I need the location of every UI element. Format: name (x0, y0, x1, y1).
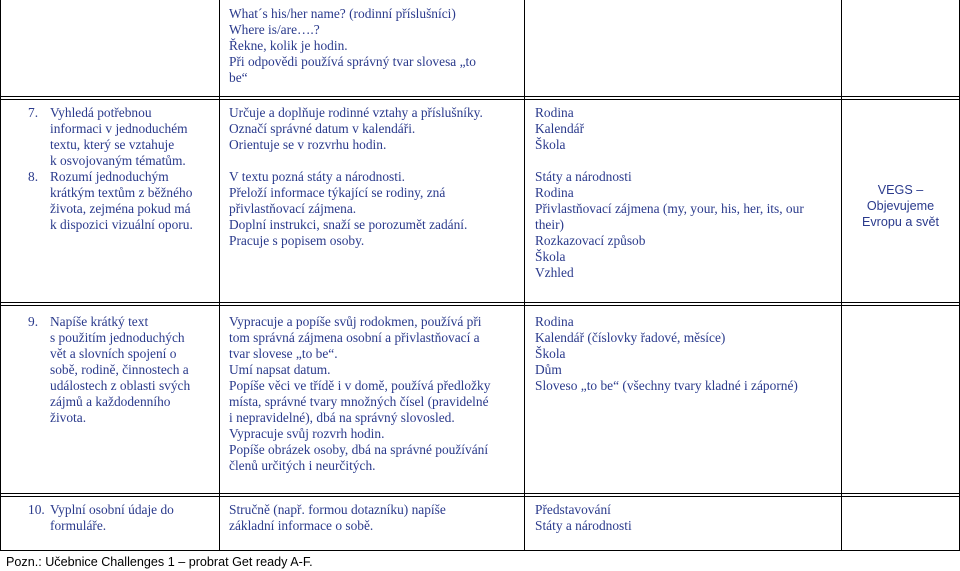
row3-outcomes (28, 502, 216, 534)
grid-line (0, 0, 1, 551)
outcome-line: vět a slovních spojení o (50, 346, 177, 361)
top-line: Řekne, kolik je hodin. (229, 38, 348, 53)
topic-line (535, 153, 839, 169)
topic-line: Škola (535, 346, 566, 361)
outcome-line: s použitím jednoduchých (50, 330, 185, 345)
outcome-item: 7. Vyhledá potřebnou (28, 105, 152, 120)
grid-line (524, 0, 525, 551)
topic-line: Vzhled (535, 265, 574, 280)
activity-line: místa, správné tvary množných čísel (pravidelné (229, 394, 489, 409)
activity-line (229, 153, 521, 169)
note-line: VEGS – (877, 183, 924, 197)
outcome-line: života, zejména pokud má (50, 201, 191, 216)
activity-line: Popíše obrázek osoby, dbá na správné používání (229, 442, 489, 457)
activity-line: Stručně (např. formou dotazníku) napíše (229, 502, 446, 517)
row1-topics (535, 105, 839, 281)
topic-line: Přivlastňovací zájmena (my, your, his, her, its, our (535, 201, 804, 216)
grid-line (0, 302, 960, 303)
topic-line: Rodina (535, 105, 574, 120)
top-line: be“ (229, 70, 248, 85)
activity-line: Orientuje se v rozvrhu hodin. (229, 137, 387, 152)
grid-line (0, 96, 960, 97)
grid-line (0, 99, 960, 100)
row2-topics (535, 314, 839, 394)
outcome-number: 8. (28, 169, 39, 184)
outcome-item: 8. Rozumí jednoduchým (28, 169, 169, 184)
activity-line: Popíše věci ve třídě i v domě, používá předložky (229, 378, 491, 393)
activity-line: tvar slovese „to be“. (229, 346, 338, 361)
top-line: Where is/are….? (229, 22, 320, 37)
grid-line (0, 550, 960, 551)
topic-line: Představování (535, 502, 611, 517)
topic-line: Sloveso „to be“ (všechny tvary kladné i záporné) (535, 378, 798, 393)
outcome-item: 9. Napíše krátký text (28, 314, 149, 329)
activity-line: Doplní instrukci, snaží se porozumět zadání. (229, 217, 468, 232)
outcome-line: krátkým textům z běžného (50, 185, 193, 200)
grid-line (0, 493, 960, 494)
topic-line: Škola (535, 137, 566, 152)
outcome-line: událostech z oblasti svých (50, 378, 191, 393)
row3-activities (229, 502, 521, 534)
grid-line (219, 0, 220, 551)
row3-topics (535, 502, 839, 534)
outcome-number: 10. (28, 502, 45, 517)
topic-line: their) (535, 217, 564, 232)
row2-activities (229, 314, 521, 474)
grid-line (841, 0, 842, 551)
top-cell-text (229, 6, 519, 86)
row1-outcomes (28, 105, 216, 233)
activity-line: V textu pozná státy a národnosti. (229, 169, 406, 184)
topic-line: Dům (535, 362, 562, 377)
activity-line: tom správná zájmena osobní a přivlastňovací a (229, 330, 480, 345)
note-line: Objevujeme (866, 199, 935, 213)
topic-line: Kalendář (535, 121, 585, 136)
outcome-line: sobě, rodině, činnostech a (50, 362, 189, 377)
outcome-line: k osvojovaným tématům. (50, 153, 186, 168)
outcome-line: života. (50, 410, 87, 425)
topic-line: Rodina (535, 185, 574, 200)
topic-line: Státy a národnosti (535, 518, 632, 533)
note-line: Evropu a svět (861, 215, 939, 229)
top-line: What´s his/her name? (rodinní příslušníci) (229, 6, 456, 21)
activity-line: základní informace o sobě. (229, 518, 374, 533)
outcome-line: formuláře. (50, 518, 107, 533)
outcome-line: zájmů a každodenního (50, 394, 171, 409)
outcome-line: textu, který se vztahuje (50, 137, 175, 152)
outcome-line: informaci v jednoduchém (50, 121, 188, 136)
activity-line: Vypracuje svůj rozvrh hodin. (229, 426, 385, 441)
topic-line: Rodina (535, 314, 574, 329)
outcome-number: 7. (28, 105, 39, 120)
footnote: Pozn.: Učebnice Challenges 1 – probrat Get ready A-F. (6, 555, 313, 569)
top-line: Při odpovědi používá správný tvar slovesa „to (229, 54, 476, 69)
activity-line: i nepravidelné), dbá na správný slovosled. (229, 410, 455, 425)
activity-line: Přeloží informace týkající se rodiny, zná (229, 185, 446, 200)
activity-line: Určuje a doplňuje rodinné vztahy a příslušníky. (229, 105, 483, 120)
topic-line: Škola (535, 249, 566, 264)
topic-line: Státy a národnosti (535, 169, 632, 184)
row1-activities (229, 105, 521, 249)
activity-line: členů určitých i neurčitých. (229, 458, 376, 473)
outcome-line: k dispozici vizuální oporu. (50, 217, 193, 232)
grid-line (0, 305, 960, 306)
activity-line: Pracuje s popisem osoby. (229, 233, 365, 248)
topic-line: Rozkazovací způsob (535, 233, 646, 248)
outcome-number: 9. (28, 314, 39, 329)
row1-notes (843, 182, 958, 230)
activity-line: Označí správné datum v kalendáři. (229, 121, 416, 136)
topic-line: Kalendář (číslovky řadové, měsíce) (535, 330, 726, 345)
grid-line (0, 496, 960, 497)
activity-line: Vypracuje a popíše svůj rodokmen, používá při (229, 314, 482, 329)
row2-outcomes (28, 314, 216, 426)
activity-line: přivlastňovací zájmena. (229, 201, 357, 216)
outcome-item: 10. Vyplní osobní údaje do (28, 502, 174, 517)
activity-line: Umí napsat datum. (229, 362, 331, 377)
